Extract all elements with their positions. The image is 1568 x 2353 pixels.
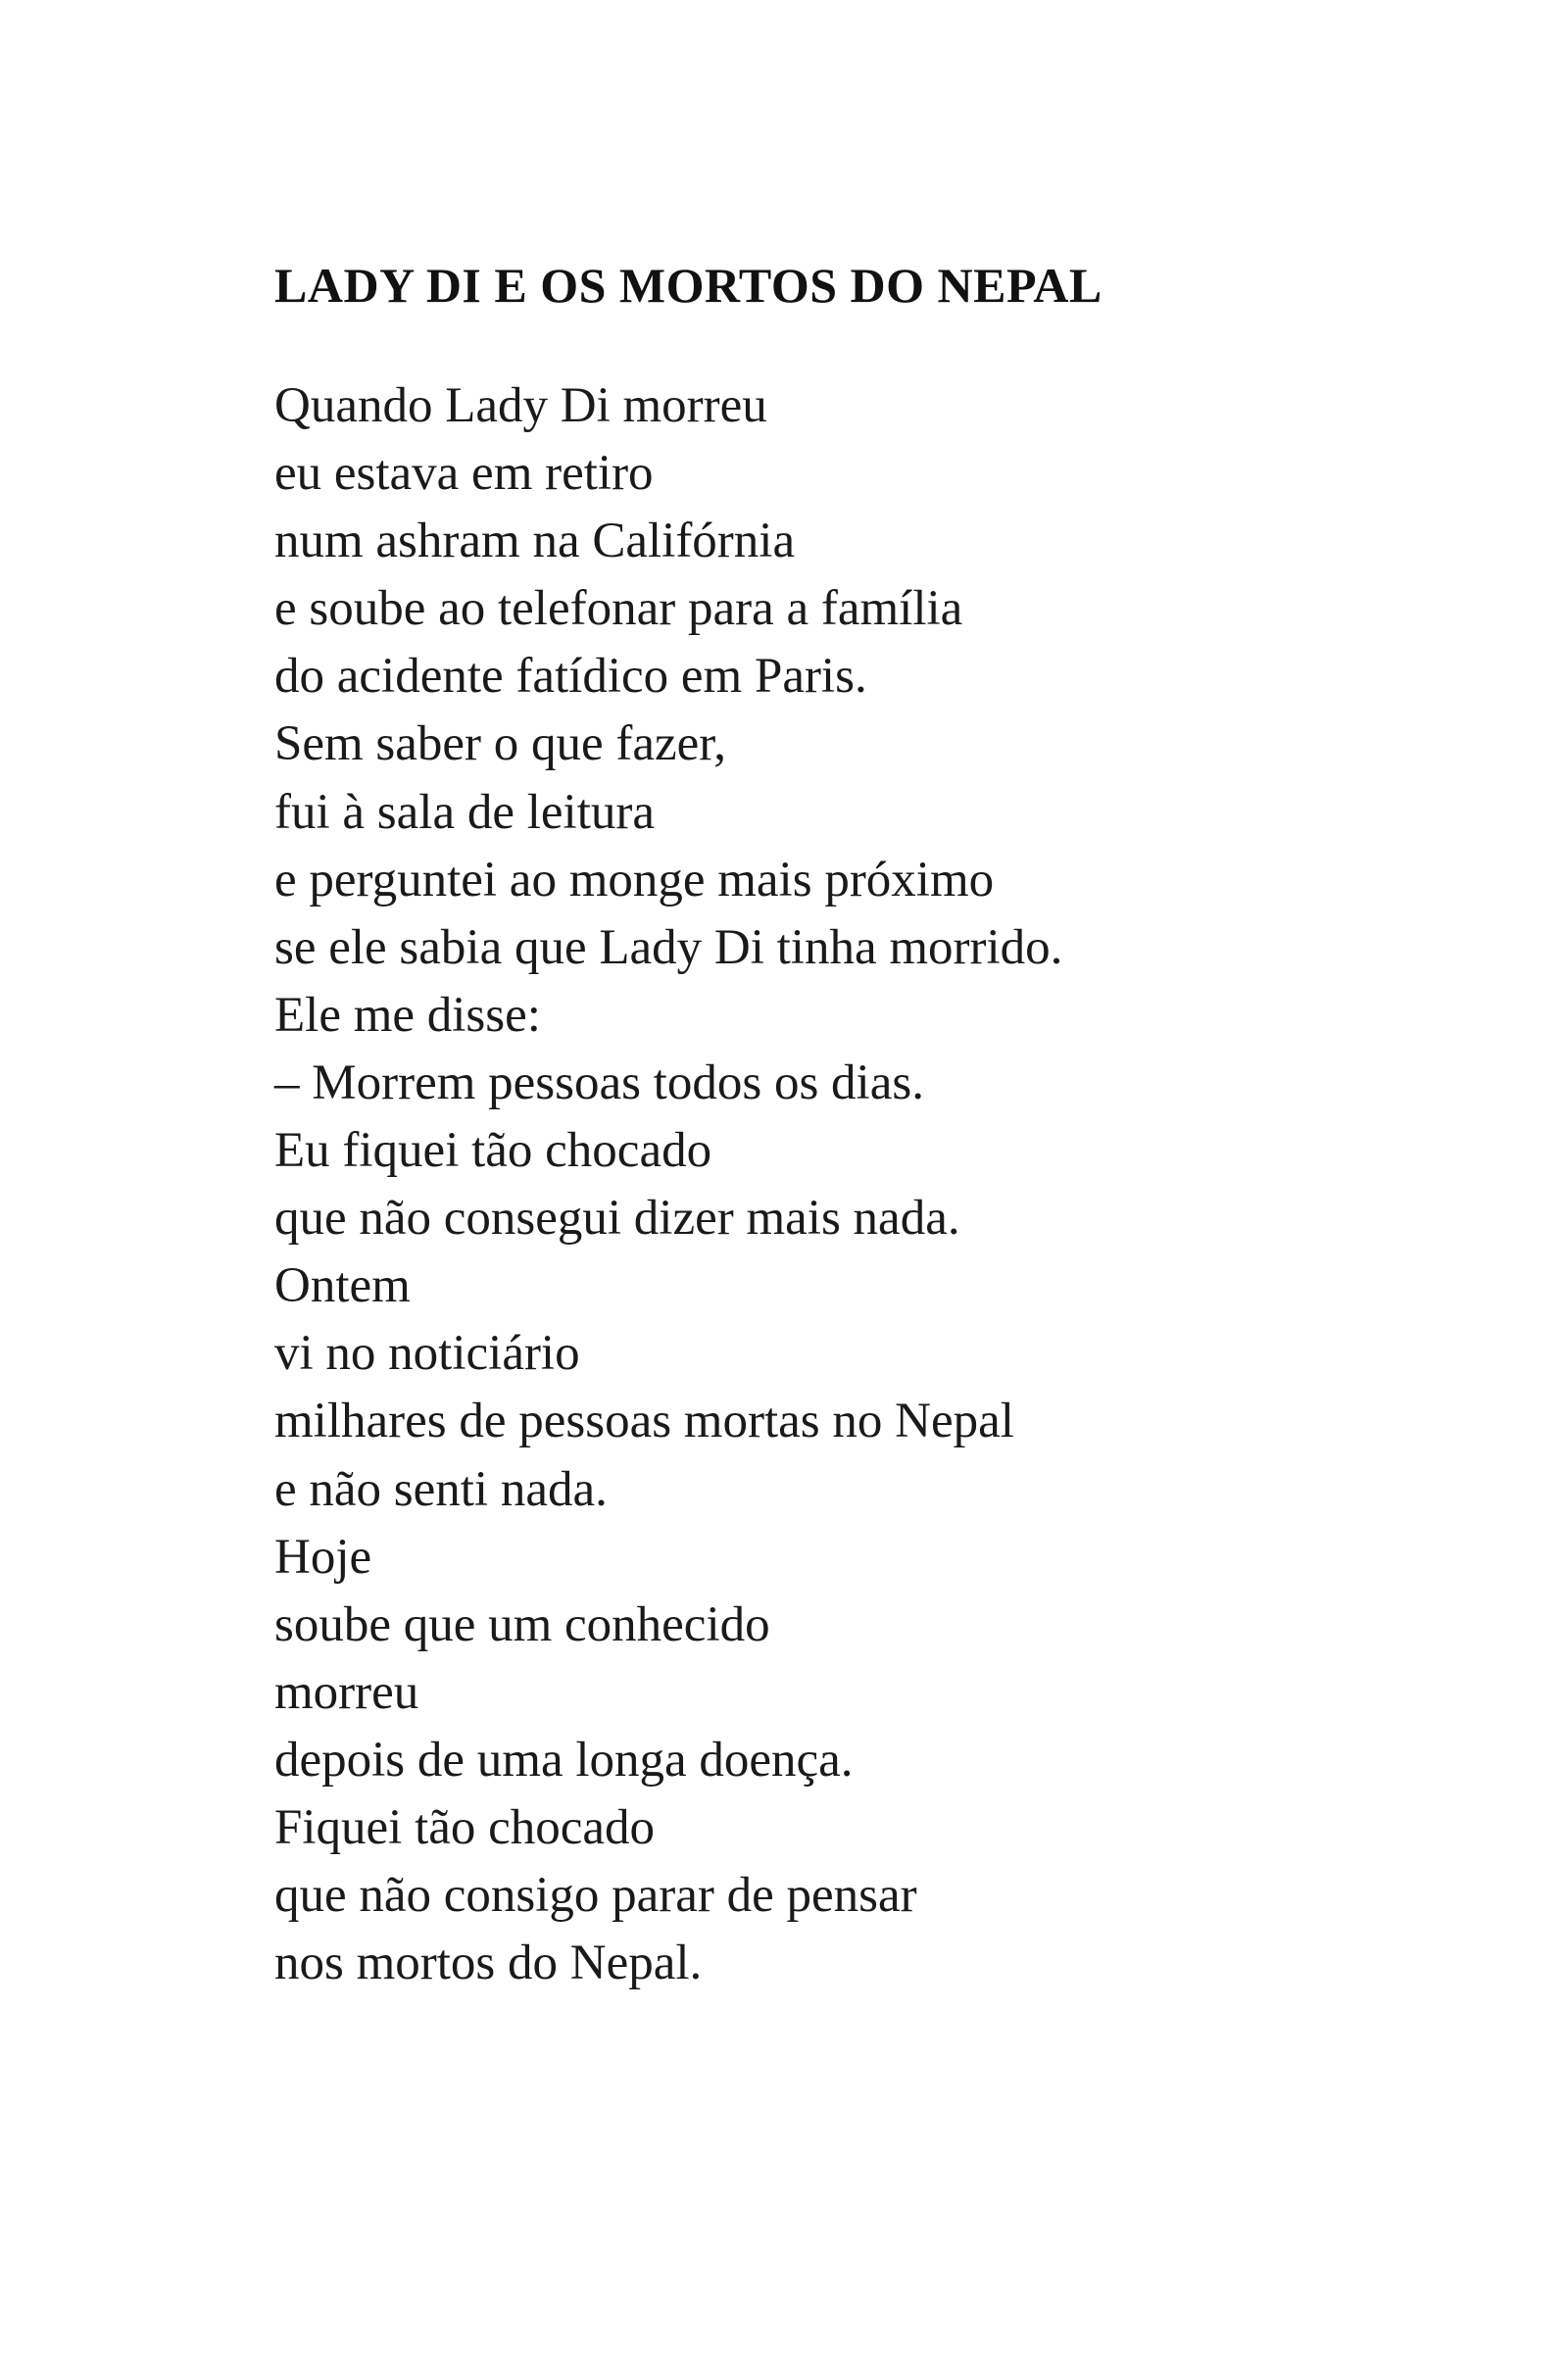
poem-line: do acidente fatídico em Paris. (274, 649, 867, 705)
poem-line: Ontem (274, 1258, 411, 1314)
poem-line: Eu fiquei tão chocado (274, 1123, 712, 1179)
poem-line: eu estava em retiro (274, 446, 654, 502)
poem-line: Quando Lady Di morreu (274, 378, 767, 433)
poem-line: – Morrem pessoas todos os dias. (274, 1054, 924, 1110)
poem-line: e não senti nada. (274, 1461, 608, 1517)
poem-line: vi no noticiário (274, 1326, 580, 1382)
poem-line: e soube ao telefonar para a família (274, 581, 963, 637)
poem-line: Sem saber o que fazer, (274, 716, 726, 772)
poem-line: que não consigo parar de pensar (274, 1868, 917, 1924)
poem-line: e perguntei ao monge mais próximo (274, 852, 995, 907)
poem-line: morreu (274, 1664, 419, 1720)
poem-line: que não consegui dizer mais nada. (274, 1191, 960, 1247)
poem-line: fui à sala de leitura (274, 784, 655, 840)
poem-line: soube que um conhecido (274, 1596, 770, 1652)
poem-line: milhares de pessoas mortas no Nepal (274, 1394, 1014, 1449)
poem-line: depois de uma longa doença. (274, 1732, 854, 1788)
poem-body (274, 372, 1352, 1997)
poem-title: LADY DI E OS MORTOS DO NEPAL (274, 258, 1102, 313)
poem-line: Fiquei tão chocado (274, 1799, 656, 1855)
poem-line: Ele me disse: (274, 987, 541, 1043)
poem (274, 241, 1352, 1997)
poem-line: nos mortos do Nepal. (274, 1936, 703, 1991)
poem-line: se ele sabia que Lady Di tinha morrido. (274, 919, 1063, 975)
poem-line: num ashram na Califórnia (274, 514, 796, 569)
poem-line: Hoje (274, 1529, 372, 1585)
